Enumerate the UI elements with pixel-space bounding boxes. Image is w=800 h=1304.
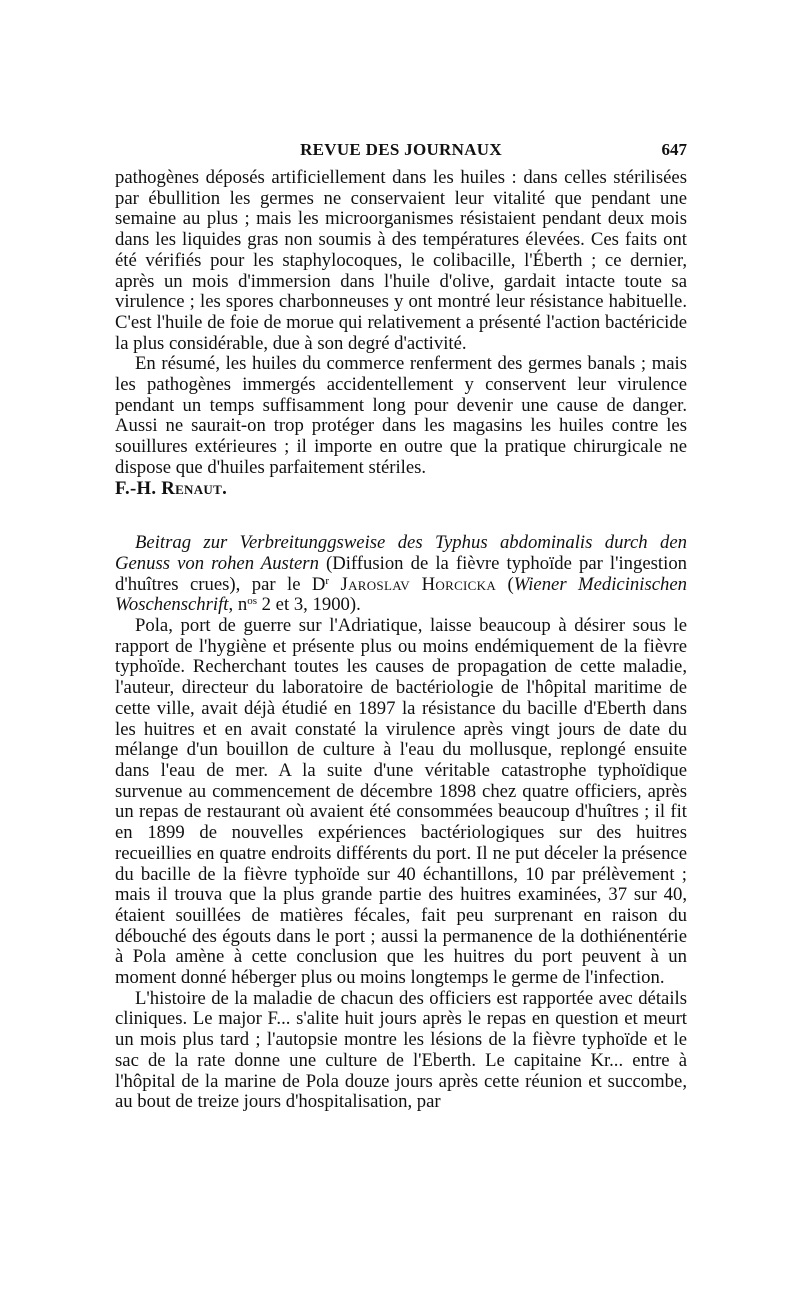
issue-sup: os <box>247 595 257 608</box>
journal-page <box>115 140 687 1113</box>
article-typhoid-oysters <box>115 533 687 1113</box>
issue-prefix: , n <box>228 594 248 616</box>
article-title-block <box>115 533 687 616</box>
journal-name: Wiener Medicinischen Woschenschrift <box>115 573 688 616</box>
issue-rest: 2 et 3, 1900). <box>256 594 361 616</box>
article-title-german: Beitrag zur Verbreitunggsweise des Typhus abdominalis durch den Genuss von rohen Austern <box>115 532 687 574</box>
paragraph-oils-summary: En résumé, les huiles du commerce renferment des germes banals ; mais les pathogènes immergés accidentellement y conservent leur virulence pendant un temps suffisamment long pour devenir une cause de danger. Aussi ne saurait-on trop protéger dans les magasins les huiles contre les souillures extérieures ; il importe en outre que la pratique chirurgicale ne dispose que d'huiles parfaitement stériles. <box>115 353 687 478</box>
running-header <box>115 140 687 168</box>
author-name: Jaroslav Horcicka <box>340 573 497 595</box>
paragraph-pola: Pola, port de guerre sur l'Adriatique, laisse beaucoup à désirer sous le rapport de l'hygiène et présente plus ou moins endémiquement de la fièvre typhoïde. Recherchant toutes les causes de propagation de cette maladie, l'auteur, directeur du laboratoire de bactériologie de l'hôpital maritime de cette ville, avait déjà étudié en 1897 la résistance du bacille d'Eberth dans les huitres et en avait constaté la virulence après vingt jours de date du mélange d'un bouillon de culture à l'eau du mollusque, replongé ensuite dans l'eau de mer. A la suite d'une véritable catastrophe typhoïdique survenue au commencement de décembre 1898 chez quatre officiers, après un repas de restaurant où avaient été consommées beaucoup d'huîtres ; il fit en 1899 de nouvelles expériences bactériologiques sur des huitres recueillies en quatre endroits différents du port. Il ne put déceler la présence du bacille de la fièvre typhoïde sur 40 échantillons, 10 par prélèvement ; mais il trouva que la plus grande partie des huitres examinées, 37 sur 40, étaient souillées de matières fécales, fait peu surprenant en raison du débouché des égouts dans le port ; aussi la permanence de la dothiénentérie à Pola amène à cette conclusion que les huitres du port peuvent à un moment donné héberger plus ou moins longtemps le germe de l'infection. <box>115 615 687 989</box>
page-number: 647 <box>661 140 687 159</box>
author-signature <box>115 479 687 500</box>
paragraph-officers: L'histoire de la maladie de chacun des officiers est rapportée avec détails cliniques. Le major F... s'alite huit jours après le repas en question et meurt un mois plus tard ; l'autopsie montre les lésions de la fièvre typhoïde et le sac de la rate donne une culture de l'Eberth. Le capitaine Kr... entre à l'hôpital de la marine de Pola douze jours après cette réunion et succombe, au bout de treize jours d'hospitalisation, par <box>115 987 687 1113</box>
article-oils <box>115 168 687 499</box>
signature-text: F.-H. Renaut. <box>115 477 228 499</box>
journal-open: ( <box>507 573 514 595</box>
author-prefix-sup: r <box>325 574 330 587</box>
author-prefix: D <box>311 573 326 595</box>
article-title-french: (Diffusion de la fièvre typhoïde par l'ingestion d'huîtres crues), par le <box>115 552 688 595</box>
paragraph-oils-results: pathogènes déposés artificiellement dans les huiles : dans celles stérilisées par ébullition les germes ne conservaient leur vitalité que pendant une semaine au plus ; mais les microorganismes résistaient pendant deux mois dans les liquides gras non soumis à des températures élevées. Ces faits ont été vérifiés pour les staphylocoques, le colibacille, l'Éberth ; ce dernier, après un mois d'immersion dans l'huile d'olive, gardait intacte toute sa virulence ; les spores charbonneuses y ont montré leur résistance habituelle. C'est l'huile de foie de morue qui relativement a présenté l'action bactéricide la plus considérable, due à son degré d'activité. <box>115 167 687 354</box>
running-title: REVUE DES JOURNAUX <box>300 140 502 159</box>
